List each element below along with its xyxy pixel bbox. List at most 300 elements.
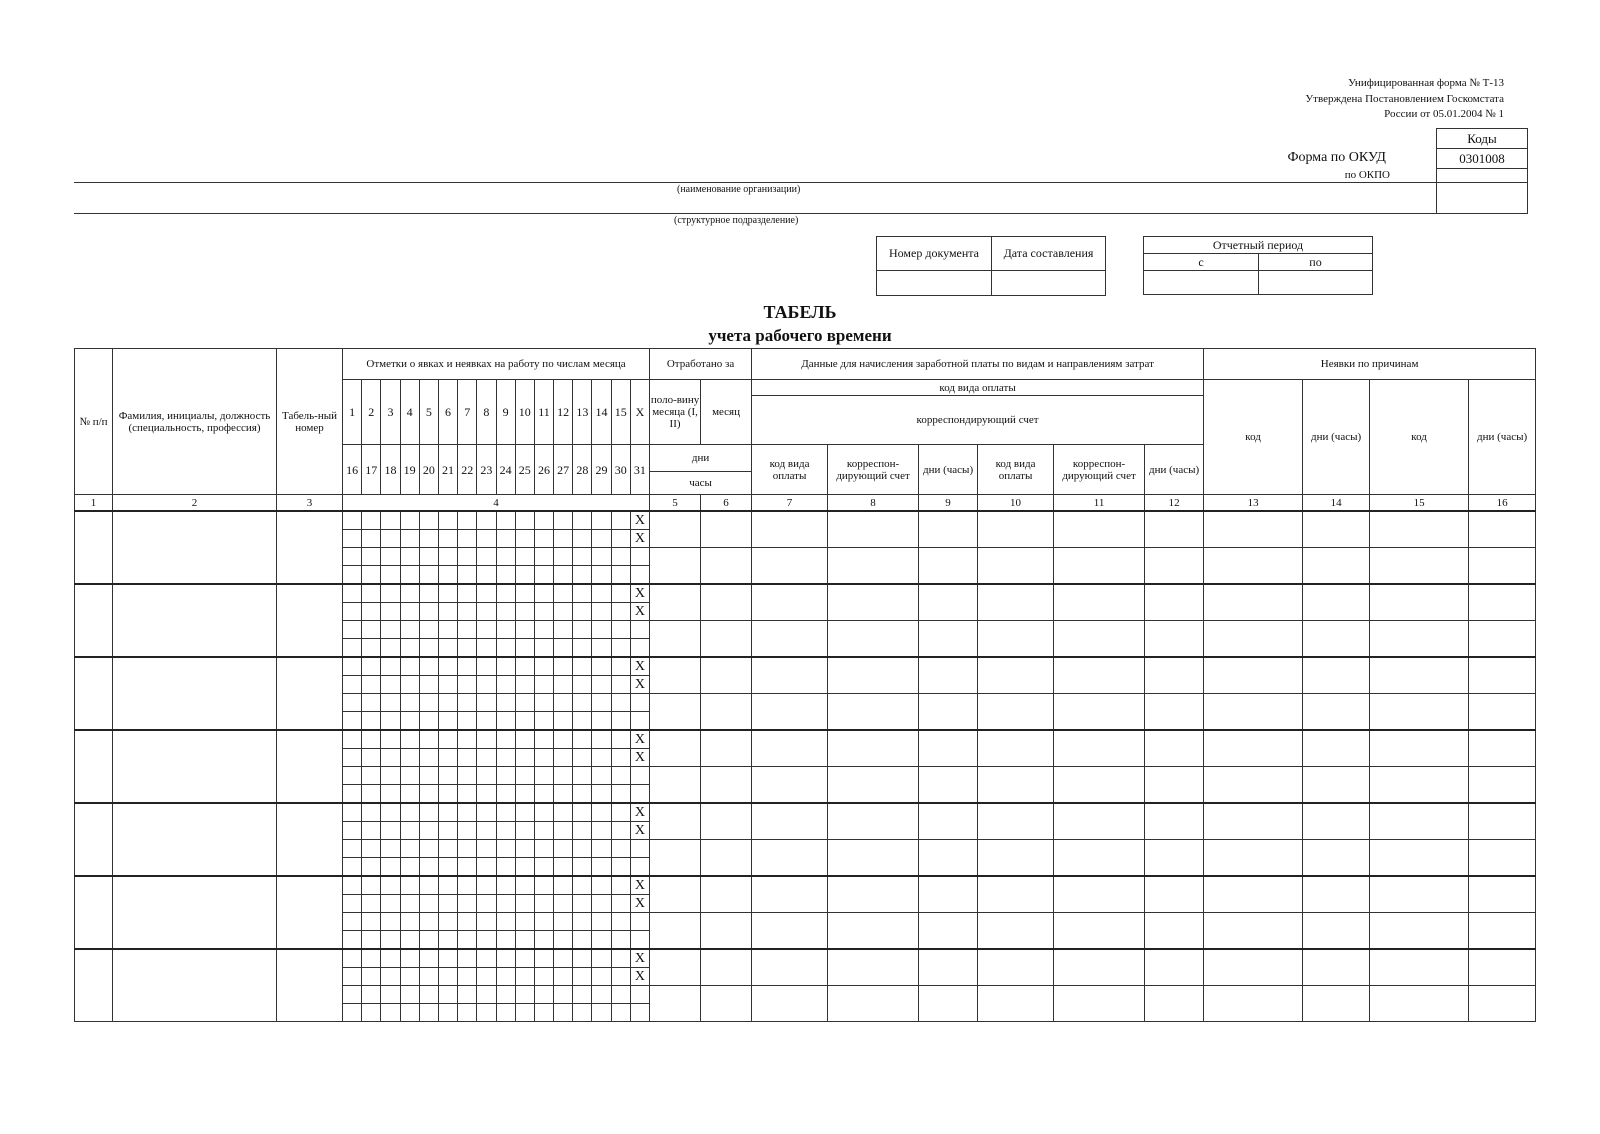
day-mark-cell[interactable] bbox=[573, 876, 592, 895]
paycode-cell[interactable] bbox=[978, 986, 1054, 1022]
day-mark-cell[interactable] bbox=[458, 913, 477, 931]
day-mark-cell[interactable] bbox=[554, 530, 573, 548]
day-mark-cell[interactable] bbox=[496, 767, 515, 785]
day-mark-cell[interactable] bbox=[496, 749, 515, 767]
absence-code-cell[interactable] bbox=[1370, 657, 1469, 694]
day-mark-cell[interactable] bbox=[400, 639, 419, 658]
day-mark-cell[interactable] bbox=[496, 803, 515, 822]
day-mark-cell[interactable] bbox=[419, 566, 438, 585]
paycode-cell[interactable] bbox=[978, 548, 1054, 585]
day-mark-cell[interactable] bbox=[630, 694, 649, 712]
day-mark-cell[interactable] bbox=[515, 657, 534, 676]
day-mark-cell[interactable] bbox=[573, 584, 592, 603]
days-hours-cell[interactable] bbox=[1145, 657, 1204, 694]
paycode-cell[interactable] bbox=[752, 840, 828, 877]
absence-code-cell[interactable] bbox=[1370, 913, 1469, 950]
corr-account-cell[interactable] bbox=[828, 803, 919, 840]
day-mark-cell[interactable] bbox=[554, 1004, 573, 1022]
paycode-cell[interactable] bbox=[752, 986, 828, 1022]
absence-code-cell[interactable] bbox=[1204, 949, 1303, 986]
day-mark-cell[interactable] bbox=[381, 785, 400, 804]
day-mark-cell[interactable] bbox=[438, 876, 457, 895]
absence-code-cell[interactable] bbox=[1204, 621, 1303, 658]
corr-account-cell[interactable] bbox=[1054, 803, 1145, 840]
day-mark-cell[interactable] bbox=[592, 548, 611, 566]
day-mark-cell[interactable] bbox=[611, 858, 630, 877]
day-mark-cell[interactable] bbox=[630, 639, 649, 658]
day-mark-cell[interactable] bbox=[343, 803, 362, 822]
day-mark-cell[interactable] bbox=[362, 603, 381, 621]
month-total-cell[interactable] bbox=[701, 913, 752, 950]
day-mark-cell[interactable] bbox=[554, 657, 573, 676]
row-number-cell[interactable] bbox=[75, 584, 113, 657]
day-mark-cell[interactable] bbox=[611, 603, 630, 621]
day-mark-cell[interactable] bbox=[477, 1004, 496, 1022]
day-mark-cell[interactable] bbox=[592, 530, 611, 548]
day-mark-cell[interactable] bbox=[458, 858, 477, 877]
day-mark-cell[interactable] bbox=[381, 840, 400, 858]
day-mark-cell[interactable] bbox=[592, 949, 611, 968]
day-mark-cell[interactable] bbox=[515, 822, 534, 840]
day-mark-cell[interactable] bbox=[343, 712, 362, 731]
day-mark-cell[interactable] bbox=[534, 913, 553, 931]
half-month-cell[interactable] bbox=[650, 657, 701, 694]
day-mark-cell[interactable] bbox=[534, 712, 553, 731]
day-mark-cell[interactable] bbox=[477, 840, 496, 858]
absence-code-cell[interactable] bbox=[1370, 986, 1469, 1022]
day-mark-cell[interactable] bbox=[592, 767, 611, 785]
day-mark-cell[interactable] bbox=[477, 949, 496, 968]
day-mark-cell[interactable] bbox=[496, 511, 515, 530]
day-mark-cell[interactable] bbox=[496, 566, 515, 585]
day-mark-cell[interactable] bbox=[362, 876, 381, 895]
day-mark-cell[interactable] bbox=[362, 676, 381, 694]
absence-code-cell[interactable] bbox=[1370, 803, 1469, 840]
day-mark-cell[interactable] bbox=[554, 931, 573, 950]
day-mark-cell[interactable] bbox=[458, 530, 477, 548]
day-mark-cell[interactable] bbox=[477, 749, 496, 767]
day-mark-cell[interactable] bbox=[534, 986, 553, 1004]
day-mark-cell[interactable] bbox=[381, 858, 400, 877]
day-mark-cell[interactable] bbox=[419, 749, 438, 767]
day-mark-cell[interactable] bbox=[534, 730, 553, 749]
days-hours-cell[interactable] bbox=[919, 584, 978, 621]
day-mark-cell[interactable] bbox=[515, 548, 534, 566]
day-mark-cell[interactable] bbox=[419, 822, 438, 840]
day-mark-cell[interactable] bbox=[534, 1004, 553, 1022]
day-mark-cell[interactable] bbox=[343, 584, 362, 603]
day-mark-cell[interactable] bbox=[400, 603, 419, 621]
day-mark-cell[interactable] bbox=[438, 968, 457, 986]
day-mark-cell[interactable] bbox=[592, 913, 611, 931]
absence-days-cell[interactable] bbox=[1469, 621, 1536, 658]
day-mark-cell[interactable] bbox=[343, 785, 362, 804]
absence-days-cell[interactable] bbox=[1303, 913, 1370, 950]
absence-code-cell[interactable] bbox=[1204, 694, 1303, 731]
day-mark-cell[interactable] bbox=[362, 986, 381, 1004]
day-mark-cell[interactable] bbox=[419, 548, 438, 566]
corr-account-cell[interactable] bbox=[828, 767, 919, 804]
day-mark-cell[interactable] bbox=[400, 895, 419, 913]
day-mark-cell[interactable] bbox=[343, 603, 362, 621]
tab-number-cell[interactable] bbox=[277, 803, 343, 876]
corr-account-cell[interactable] bbox=[828, 876, 919, 913]
absence-code-cell[interactable] bbox=[1370, 511, 1469, 548]
day-mark-cell[interactable] bbox=[534, 657, 553, 676]
day-mark-cell[interactable] bbox=[630, 858, 649, 877]
day-mark-cell[interactable] bbox=[554, 730, 573, 749]
day-mark-cell[interactable] bbox=[573, 511, 592, 530]
day-mark-cell[interactable] bbox=[458, 511, 477, 530]
day-mark-cell[interactable] bbox=[343, 639, 362, 658]
paycode-cell[interactable] bbox=[752, 730, 828, 767]
corr-account-cell[interactable] bbox=[828, 657, 919, 694]
absence-code-cell[interactable] bbox=[1370, 876, 1469, 913]
day-mark-cell[interactable] bbox=[343, 694, 362, 712]
days-hours-cell[interactable] bbox=[1145, 986, 1204, 1022]
absence-days-cell[interactable] bbox=[1469, 548, 1536, 585]
absence-days-cell[interactable] bbox=[1469, 949, 1536, 986]
month-total-cell[interactable] bbox=[701, 767, 752, 804]
day-mark-cell[interactable] bbox=[381, 657, 400, 676]
day-mark-cell[interactable] bbox=[362, 639, 381, 658]
day-mark-cell[interactable] bbox=[477, 968, 496, 986]
day-mark-cell[interactable] bbox=[362, 548, 381, 566]
day-mark-cell[interactable] bbox=[534, 749, 553, 767]
day-mark-cell[interactable] bbox=[515, 858, 534, 877]
absence-days-cell[interactable] bbox=[1469, 840, 1536, 877]
day-mark-cell[interactable] bbox=[534, 530, 553, 548]
day-mark-cell[interactable] bbox=[534, 785, 553, 804]
corr-account-cell[interactable] bbox=[828, 986, 919, 1022]
corr-account-cell[interactable] bbox=[828, 730, 919, 767]
day-mark-cell[interactable] bbox=[573, 566, 592, 585]
day-mark-cell[interactable] bbox=[554, 511, 573, 530]
paycode-cell[interactable] bbox=[978, 621, 1054, 658]
day-mark-cell[interactable] bbox=[458, 840, 477, 858]
absence-days-cell[interactable] bbox=[1469, 876, 1536, 913]
day-mark-cell[interactable] bbox=[419, 968, 438, 986]
day-mark-cell[interactable] bbox=[400, 584, 419, 603]
day-mark-cell[interactable] bbox=[458, 676, 477, 694]
day-mark-cell[interactable] bbox=[343, 949, 362, 968]
day-mark-cell[interactable] bbox=[477, 639, 496, 658]
absence-days-cell[interactable] bbox=[1303, 840, 1370, 877]
day-mark-cell[interactable] bbox=[477, 584, 496, 603]
day-mark-cell[interactable] bbox=[515, 621, 534, 639]
day-mark-cell[interactable] bbox=[611, 876, 630, 895]
days-hours-cell[interactable] bbox=[919, 694, 978, 731]
day-mark-cell[interactable] bbox=[611, 822, 630, 840]
day-mark-cell[interactable] bbox=[554, 566, 573, 585]
day-mark-cell[interactable] bbox=[534, 694, 553, 712]
day-mark-cell[interactable] bbox=[438, 749, 457, 767]
day-mark-cell[interactable] bbox=[496, 785, 515, 804]
day-mark-cell[interactable] bbox=[477, 876, 496, 895]
day-mark-cell[interactable] bbox=[515, 694, 534, 712]
day-mark-cell[interactable] bbox=[496, 657, 515, 676]
paycode-cell[interactable] bbox=[752, 767, 828, 804]
day-mark-cell[interactable] bbox=[381, 511, 400, 530]
day-mark-cell[interactable] bbox=[611, 840, 630, 858]
day-mark-cell[interactable] bbox=[534, 566, 553, 585]
day-mark-cell[interactable] bbox=[554, 876, 573, 895]
month-total-cell[interactable] bbox=[701, 657, 752, 694]
paycode-cell[interactable] bbox=[752, 584, 828, 621]
day-mark-cell[interactable] bbox=[362, 566, 381, 585]
day-mark-cell[interactable] bbox=[343, 530, 362, 548]
absence-days-cell[interactable] bbox=[1303, 730, 1370, 767]
day-mark-cell[interactable] bbox=[343, 986, 362, 1004]
day-mark-cell[interactable] bbox=[381, 621, 400, 639]
day-mark-cell[interactable] bbox=[381, 1004, 400, 1022]
day-mark-cell[interactable] bbox=[381, 822, 400, 840]
day-mark-cell[interactable] bbox=[592, 639, 611, 658]
day-mark-cell[interactable] bbox=[477, 803, 496, 822]
day-mark-cell[interactable] bbox=[362, 749, 381, 767]
day-mark-cell[interactable] bbox=[554, 785, 573, 804]
day-mark-cell[interactable] bbox=[534, 584, 553, 603]
day-mark-cell[interactable] bbox=[592, 621, 611, 639]
day-mark-cell[interactable] bbox=[554, 621, 573, 639]
day-mark-cell[interactable] bbox=[381, 895, 400, 913]
day-mark-cell[interactable] bbox=[534, 968, 553, 986]
day-mark-cell[interactable] bbox=[438, 548, 457, 566]
day-mark-cell[interactable] bbox=[362, 858, 381, 877]
day-mark-cell[interactable] bbox=[554, 767, 573, 785]
day-mark-cell[interactable] bbox=[419, 876, 438, 895]
day-mark-cell[interactable] bbox=[362, 530, 381, 548]
day-mark-cell[interactable] bbox=[400, 530, 419, 548]
absence-days-cell[interactable] bbox=[1303, 584, 1370, 621]
days-hours-cell[interactable] bbox=[919, 913, 978, 950]
days-hours-cell[interactable] bbox=[1145, 840, 1204, 877]
day-mark-cell[interactable] bbox=[458, 1004, 477, 1022]
day-mark-cell[interactable] bbox=[419, 621, 438, 639]
half-month-cell[interactable] bbox=[650, 694, 701, 731]
day-mark-cell[interactable] bbox=[419, 840, 438, 858]
day-mark-cell[interactable] bbox=[496, 1004, 515, 1022]
day-mark-cell[interactable] bbox=[438, 694, 457, 712]
day-mark-cell[interactable] bbox=[611, 913, 630, 931]
day-mark-cell[interactable] bbox=[343, 548, 362, 566]
day-mark-cell[interactable] bbox=[573, 749, 592, 767]
absence-days-cell[interactable] bbox=[1303, 657, 1370, 694]
half-month-cell[interactable] bbox=[650, 767, 701, 804]
days-hours-cell[interactable] bbox=[1145, 876, 1204, 913]
day-mark-cell[interactable] bbox=[343, 876, 362, 895]
corr-account-cell[interactable] bbox=[828, 584, 919, 621]
day-mark-cell[interactable] bbox=[419, 712, 438, 731]
day-mark-cell[interactable] bbox=[400, 676, 419, 694]
day-mark-cell[interactable] bbox=[438, 530, 457, 548]
day-mark-cell[interactable] bbox=[362, 913, 381, 931]
day-mark-cell[interactable] bbox=[419, 895, 438, 913]
day-mark-cell[interactable] bbox=[611, 785, 630, 804]
day-mark-cell[interactable] bbox=[515, 876, 534, 895]
day-mark-cell[interactable] bbox=[400, 913, 419, 931]
day-mark-cell[interactable] bbox=[573, 1004, 592, 1022]
day-mark-cell[interactable] bbox=[573, 657, 592, 676]
day-mark-cell[interactable] bbox=[477, 530, 496, 548]
day-mark-cell[interactable] bbox=[573, 730, 592, 749]
day-mark-cell[interactable] bbox=[381, 986, 400, 1004]
employee-name-cell[interactable] bbox=[113, 511, 277, 584]
day-mark-cell[interactable] bbox=[381, 603, 400, 621]
day-mark-cell[interactable] bbox=[477, 767, 496, 785]
month-total-cell[interactable] bbox=[701, 803, 752, 840]
day-mark-cell[interactable] bbox=[400, 949, 419, 968]
day-mark-cell[interactable] bbox=[630, 1004, 649, 1022]
day-mark-cell[interactable] bbox=[554, 986, 573, 1004]
day-mark-cell[interactable] bbox=[477, 676, 496, 694]
days-hours-cell[interactable] bbox=[919, 621, 978, 658]
absence-days-cell[interactable] bbox=[1469, 803, 1536, 840]
month-total-cell[interactable] bbox=[701, 548, 752, 585]
day-mark-cell[interactable] bbox=[438, 712, 457, 731]
day-mark-cell[interactable] bbox=[515, 840, 534, 858]
paycode-cell[interactable] bbox=[978, 913, 1054, 950]
absence-code-cell[interactable] bbox=[1204, 840, 1303, 877]
corr-account-cell[interactable] bbox=[828, 621, 919, 658]
day-mark-cell[interactable] bbox=[496, 676, 515, 694]
day-mark-cell[interactable] bbox=[554, 803, 573, 822]
days-hours-cell[interactable] bbox=[1145, 767, 1204, 804]
day-mark-cell[interactable] bbox=[400, 785, 419, 804]
day-mark-cell[interactable] bbox=[630, 931, 649, 950]
day-mark-cell[interactable] bbox=[477, 986, 496, 1004]
corr-account-cell[interactable] bbox=[1054, 694, 1145, 731]
days-hours-cell[interactable] bbox=[919, 657, 978, 694]
day-mark-cell[interactable] bbox=[573, 858, 592, 877]
day-mark-cell[interactable] bbox=[573, 968, 592, 986]
paycode-cell[interactable] bbox=[752, 949, 828, 986]
day-mark-cell[interactable] bbox=[438, 566, 457, 585]
corr-account-cell[interactable] bbox=[828, 949, 919, 986]
row-number-cell[interactable] bbox=[75, 949, 113, 1022]
day-mark-cell[interactable] bbox=[573, 603, 592, 621]
day-mark-cell[interactable] bbox=[381, 566, 400, 585]
day-mark-cell[interactable] bbox=[438, 840, 457, 858]
day-mark-cell[interactable] bbox=[496, 895, 515, 913]
days-hours-cell[interactable] bbox=[1145, 621, 1204, 658]
half-month-cell[interactable] bbox=[650, 548, 701, 585]
day-mark-cell[interactable] bbox=[515, 676, 534, 694]
days-hours-cell[interactable] bbox=[1145, 913, 1204, 950]
day-mark-cell[interactable] bbox=[400, 566, 419, 585]
paycode-cell[interactable] bbox=[752, 621, 828, 658]
day-mark-cell[interactable] bbox=[534, 511, 553, 530]
day-mark-cell[interactable] bbox=[438, 913, 457, 931]
corr-account-cell[interactable] bbox=[828, 913, 919, 950]
day-mark-cell[interactable] bbox=[611, 511, 630, 530]
day-mark-cell[interactable] bbox=[477, 895, 496, 913]
day-mark-cell[interactable] bbox=[381, 949, 400, 968]
day-mark-cell[interactable] bbox=[438, 1004, 457, 1022]
day-mark-cell[interactable] bbox=[630, 621, 649, 639]
day-mark-cell[interactable] bbox=[438, 621, 457, 639]
day-mark-cell[interactable] bbox=[400, 621, 419, 639]
day-mark-cell[interactable] bbox=[381, 639, 400, 658]
paycode-cell[interactable] bbox=[978, 584, 1054, 621]
paycode-cell[interactable] bbox=[752, 803, 828, 840]
absence-code-cell[interactable] bbox=[1204, 986, 1303, 1022]
day-mark-cell[interactable] bbox=[496, 603, 515, 621]
day-mark-cell[interactable] bbox=[458, 657, 477, 676]
day-mark-cell[interactable] bbox=[381, 730, 400, 749]
day-mark-cell[interactable] bbox=[515, 895, 534, 913]
absence-days-cell[interactable] bbox=[1303, 803, 1370, 840]
paycode-cell[interactable] bbox=[752, 694, 828, 731]
paycode-cell[interactable] bbox=[752, 657, 828, 694]
day-mark-cell[interactable] bbox=[419, 986, 438, 1004]
absence-days-cell[interactable] bbox=[1469, 657, 1536, 694]
half-month-cell[interactable] bbox=[650, 913, 701, 950]
days-hours-cell[interactable] bbox=[1145, 511, 1204, 548]
day-mark-cell[interactable] bbox=[592, 749, 611, 767]
day-mark-cell[interactable] bbox=[496, 548, 515, 566]
day-mark-cell[interactable] bbox=[458, 749, 477, 767]
day-mark-cell[interactable] bbox=[362, 840, 381, 858]
day-mark-cell[interactable] bbox=[400, 767, 419, 785]
day-mark-cell[interactable] bbox=[477, 511, 496, 530]
day-mark-cell[interactable] bbox=[554, 949, 573, 968]
absence-days-cell[interactable] bbox=[1469, 986, 1536, 1022]
day-mark-cell[interactable] bbox=[611, 749, 630, 767]
absence-code-cell[interactable] bbox=[1204, 767, 1303, 804]
absence-code-cell[interactable] bbox=[1204, 548, 1303, 585]
day-mark-cell[interactable] bbox=[592, 803, 611, 822]
day-mark-cell[interactable] bbox=[381, 913, 400, 931]
absence-code-cell[interactable] bbox=[1204, 730, 1303, 767]
day-mark-cell[interactable] bbox=[534, 603, 553, 621]
day-mark-cell[interactable] bbox=[362, 767, 381, 785]
days-hours-cell[interactable] bbox=[919, 876, 978, 913]
days-hours-cell[interactable] bbox=[919, 840, 978, 877]
day-mark-cell[interactable] bbox=[362, 730, 381, 749]
day-mark-cell[interactable] bbox=[515, 639, 534, 658]
day-mark-cell[interactable] bbox=[515, 749, 534, 767]
day-mark-cell[interactable] bbox=[419, 803, 438, 822]
month-total-cell[interactable] bbox=[701, 876, 752, 913]
day-mark-cell[interactable] bbox=[458, 584, 477, 603]
day-mark-cell[interactable] bbox=[592, 584, 611, 603]
corr-account-cell[interactable] bbox=[828, 840, 919, 877]
day-mark-cell[interactable] bbox=[573, 694, 592, 712]
day-mark-cell[interactable] bbox=[458, 603, 477, 621]
day-mark-cell[interactable] bbox=[515, 803, 534, 822]
paycode-cell[interactable] bbox=[752, 511, 828, 548]
corr-account-cell[interactable] bbox=[828, 694, 919, 731]
absence-days-cell[interactable] bbox=[1469, 511, 1536, 548]
day-mark-cell[interactable] bbox=[611, 767, 630, 785]
absence-code-cell[interactable] bbox=[1370, 621, 1469, 658]
day-mark-cell[interactable] bbox=[515, 712, 534, 731]
day-mark-cell[interactable] bbox=[477, 548, 496, 566]
day-mark-cell[interactable] bbox=[592, 822, 611, 840]
day-mark-cell[interactable] bbox=[343, 931, 362, 950]
day-mark-cell[interactable] bbox=[343, 858, 362, 877]
day-mark-cell[interactable] bbox=[343, 840, 362, 858]
day-mark-cell[interactable] bbox=[438, 639, 457, 658]
day-mark-cell[interactable] bbox=[438, 822, 457, 840]
absence-days-cell[interactable] bbox=[1303, 511, 1370, 548]
day-mark-cell[interactable] bbox=[515, 603, 534, 621]
day-mark-cell[interactable] bbox=[477, 785, 496, 804]
day-mark-cell[interactable] bbox=[592, 931, 611, 950]
day-mark-cell[interactable] bbox=[611, 949, 630, 968]
absence-code-cell[interactable] bbox=[1370, 767, 1469, 804]
